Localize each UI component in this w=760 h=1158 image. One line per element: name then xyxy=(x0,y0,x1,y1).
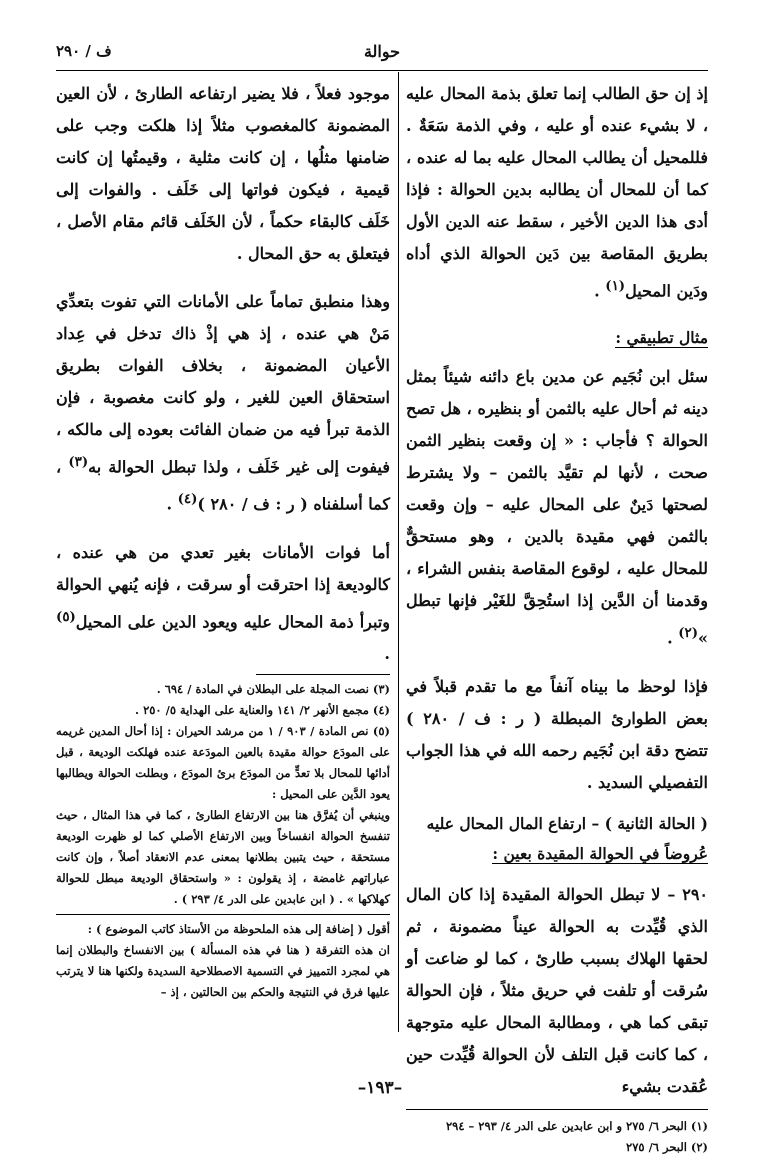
paragraph-text: . xyxy=(166,494,178,514)
paragraph xyxy=(56,537,390,670)
paragraph: فإذا لوحظ ما بيناه آنفاً مع ما تقدم قبلاً في بعض الطوارئ المبطلة ( ر : ف / ٢٨٠ ) تتضح دقة ابن نُجَيم رحمه الله في هذا الجواب التفصيلي السديد . xyxy=(406,676,709,792)
example-heading-text: مثال تطبيقي : xyxy=(615,328,708,348)
footnote: (٢) البحر ٦/ ٢٧٥ xyxy=(626,1139,708,1154)
paragraph-290: ٢٩٠ – لا تبطل الحوالة المقيدة إذا كان المال الذي قُيِّدت به الحوالة عيناً مضمونة ، ثم لحقها الهلاك بسبب طارئ ، كما لو ضاعت أو سُرقت أو تلفت في حريق مثلاً ، فإن الحوالة تبقى كما هي ، ومطالبة المحال عليه متوجهة ، كما كانت قبل التلف لأن الحوالة قُيِّدت حين عُقدت بشيء xyxy=(406,884,708,1096)
paragraph-text: أما فوات الأمانات بغير تعدي من هي عنده ، كالوديعة إذا احترقت أو سرقت ، فإنه يُنهي الحوالة وتبرأ ذمة المحال عليه ويعود الدين على المحيل xyxy=(56,542,390,631)
footnote-ref[interactable]: (٢) xyxy=(678,625,698,642)
paragraph-text: إذ إن حق الطالب إنما تعلق بذمة المحال عليه ، لا بشيء عنده أو عليه ، وفي الذمة سَعَةٌ . فللمحيل أن يطالب المحال عليه بما له عنده ، كما أن للمحال أن يطالبه بدين الحوالة : فإذا أدى هذا الدين الأخير ، سقط عنه الدين الأول بطريق المقاصة بين دَين الحوالة الذي أداه ودَين المحيل xyxy=(406,84,708,301)
running-title: حوالة xyxy=(363,42,401,61)
example-heading xyxy=(406,323,708,353)
note-separator xyxy=(56,914,390,915)
paragraph-text: . xyxy=(667,628,679,648)
paragraph-text: . xyxy=(594,281,606,301)
column-divider xyxy=(398,72,399,1032)
paragraph-text: سئل ابن نُجَيم عن مدين باع دائنه شيئاً بمثل دينه ثم أحال عليه بالثمن أو بنظيره ، هل تصح الحوالة ؟ فأجاب : « إن وقعت بنظير الثمن صحت ، لأنها لم تقيَّد بالثمن – ولا يشترط لصحتها دَينٌ على المحال عليه – وإن وقعت بالثمن فهي مقيدة بالدين ، وهو مستحقٌّ للمحال عليه ، لوقوع المقاصة بنفس الشراء ، وقدمنا أن الدَّين إذا استُحِقَّ للغَيْر فإنها تبطل » xyxy=(406,367,708,648)
paragraph-text: . xyxy=(384,643,390,663)
case-heading-line: ( الحالة الثانية ) – ارتفاع المال المحال عليه xyxy=(426,813,708,833)
page-number: –١٩٣– xyxy=(357,1078,403,1098)
paragraph xyxy=(406,78,708,307)
footnote: (١) البحر ٦/ ٢٧٥ و ابن عابدين على الدر ٤/ ٢٩٣ – ٢٩٤ xyxy=(445,1118,708,1133)
case-heading-line: عُروضاً في الحوالة المقيدة بعين : xyxy=(492,843,708,863)
footnote-ref[interactable]: (٥) xyxy=(56,608,76,625)
footnote: (٥) نص المادة / ٩٠٣ / ١ من مرشد الحيران : إذا أحال المدين غريمه على المودَع حوالة مقيدة بالعين المودَعة عنده فهلكت الوديعة ، قبل أدائها للمحال بلا تعدٍّ من المودَع برئ المودَع ، وبطلت الحوالة ويطالبها يعود الدَّين على المحيل : xyxy=(56,723,390,801)
editor-note: ان هذه التفرقة ( هنا في هذه المسألة ) بين الانفساخ والبطلان إنما هي لمجرد التمييز في التسمية الاصطلاحية السديدة ولكنها هنا لا يترتب عليها فرق في النتيجة والحكم بين الحالتين ، إذ – xyxy=(56,942,390,999)
footnote-ref[interactable]: (٤) xyxy=(177,491,198,508)
paragraph xyxy=(56,286,390,521)
paragraph xyxy=(406,361,708,654)
footnote-continued: وينبغي أن يُفرَّق هنا بين الارتفاع الطارئ ، كما في هذا المثال ، حيث تنفسخ الحوالة انفساخاً وبين الارتفاع الأصلي كما لو ظهرت الوديعة مستحقة ، حيث يتبين بطلانها بمعنى عدم الانعقاد أصلاً ، وإن كانت عباراتهم غامضة ، إذ يقولون : « واستحقاق الوديعة مبطل للحوالة كهلاكها » . ( ابن عابدين على الدر ٤/ ٢٩٣ ) . xyxy=(56,807,390,906)
right-column xyxy=(406,78,708,1158)
editor-note-heading: أقول ( إضافة إلى هذه الملحوظة من الأستاذ كاتب الموضوع ) : xyxy=(87,921,390,936)
footnote-separator xyxy=(256,674,390,675)
footnote-ref[interactable]: (١) xyxy=(605,278,626,294)
running-header xyxy=(56,42,708,66)
footnote: (٣) نصت المجلة على البطلان في المادة / ٦٩٤ . xyxy=(156,681,390,696)
footnote-separator xyxy=(406,1109,708,1110)
paragraph-text: وهذا منطبق تماماً على الأمانات التي تفوت بتعدِّي مَنْ هي عنده ، إذ هي إذْ ذاك تدخل في عِداد الأعيان المضمونة ، بخلاف الفوات بطريق استحقاق العين للغير ، ولو كانت مغصوبة ، فإن الذمة تبرأ فيه من ضمان الفائت بعوده إلى مالكه ، فيفوت إلى غير خَلَف ، ولذا تبطل الحوالة به xyxy=(56,292,390,477)
section-reference: ف / ٢٩٠ xyxy=(56,42,112,60)
footnote-ref[interactable]: (٣) xyxy=(68,454,89,470)
paragraph: موجود فعلاً ، فلا يضير ارتفاعه الطارئ ، لأن العين المضمونة كالمغصوب مثلاً إذا هلكت وجب على ضامنها مثلُها ، إن كانت مثلية ، وقيمتُها إن كانت قيمية ، فيكون فواتها إلى خَلَف . والفوات إلى خَلَف كالبقاء حكماً ، لأن الخَلَف قائم مقام الأصل ، فيتعلق به حق المحال . xyxy=(56,84,390,263)
case-heading xyxy=(406,809,708,839)
paragraph-text: ، كما أسلفناه ( ر : ف / ٢٨٠ ) xyxy=(56,457,390,514)
header-rule xyxy=(56,70,708,71)
footnote: (٤) مجمع الأنهر ٢/ ١٤١ والعناية على الهداية ٥/ ٢٥٠ . xyxy=(135,702,390,717)
left-column xyxy=(56,78,390,1003)
case-heading xyxy=(406,839,708,869)
